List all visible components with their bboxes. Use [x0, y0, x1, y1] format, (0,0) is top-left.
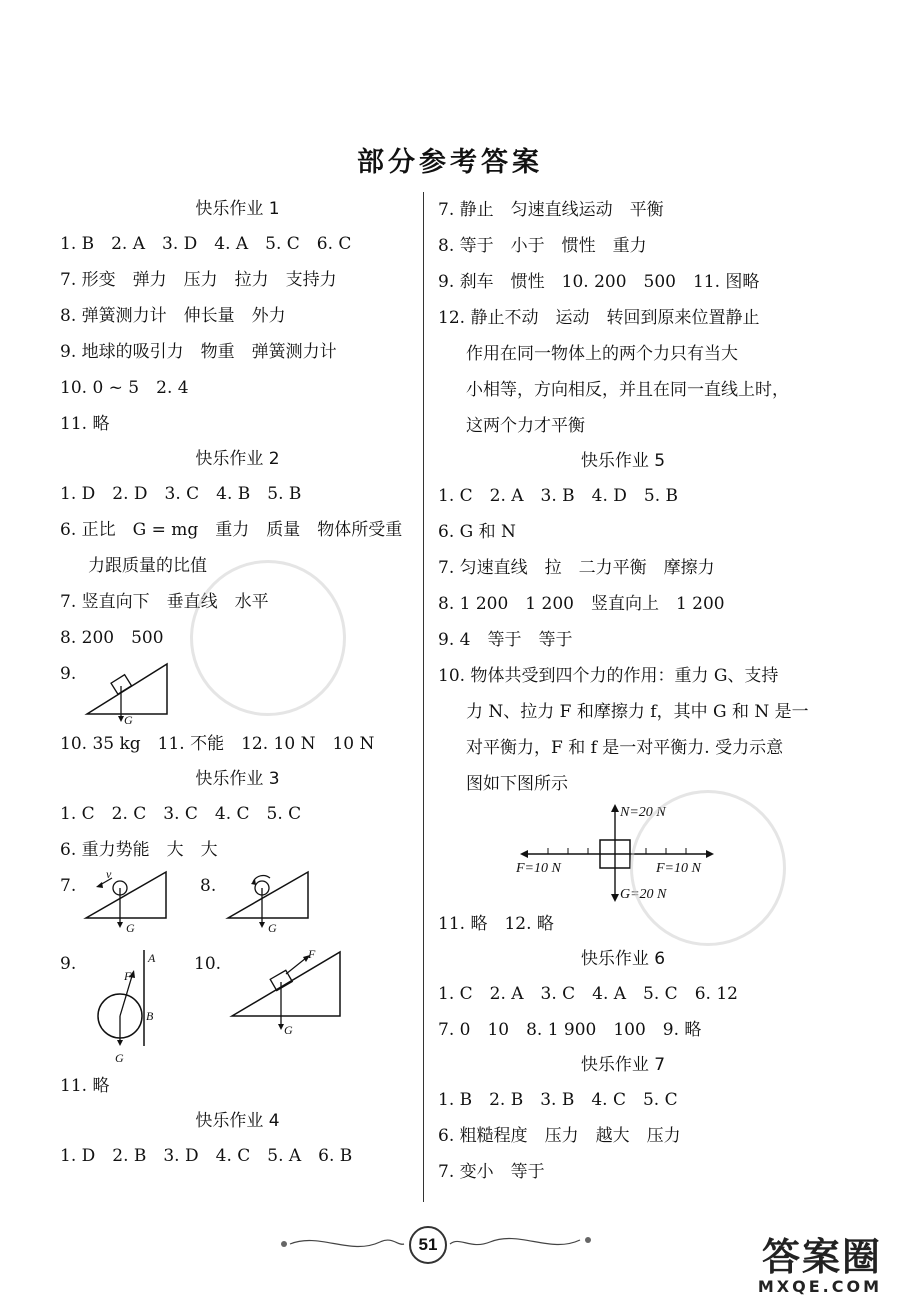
answer-line: 11. 略 12. 略 [438, 914, 554, 934]
faint-stamp [190, 560, 346, 716]
block-incline-pulled-figure [228, 946, 358, 1046]
watermark-url: MXQE.COM [757, 1277, 882, 1296]
column-divider [423, 192, 424, 1202]
answer-line: 10. 物体共受到四个力的作用：重力 G、支持 [438, 666, 779, 686]
answer-line: 1. D 2. D 3. C 4. B 5. B [60, 484, 302, 504]
watermark-logo: 答案圈 [761, 1235, 882, 1279]
answer-line: 这两个力才平衡 [466, 416, 585, 436]
answer-line: 6. 正比 G = mg 重力 质量 物体所受重 [60, 520, 403, 540]
answer-line: 9. 4 等于 等于 [438, 630, 573, 650]
g-label: G [124, 713, 133, 726]
answer-line: 1. C 2. C 3. C 4. C 5. C [60, 804, 302, 824]
answer-line: 8. 200 500 [60, 628, 164, 648]
answer-line: 6. G 和 N [438, 522, 516, 542]
answer-line: 11. 略 [60, 414, 110, 434]
page-number: 51 [409, 1226, 447, 1264]
answer-line: 7. 匀速直线 拉 二力平衡 摩擦力 [438, 558, 715, 578]
g-label: G [115, 1051, 124, 1065]
answer-line: 6. 粗糙程度 压力 越大 压力 [438, 1126, 681, 1146]
g-label: G [284, 1023, 293, 1037]
answer-line: 1. B 2. A 3. D 4. A 5. C 6. C [60, 234, 352, 254]
answer-line: 作用在同一物体上的两个力只有当大 [466, 344, 738, 364]
answer-line: 11. 略 [60, 1076, 110, 1096]
answer-line: 7. 竖直向下 垂直线 水平 [60, 592, 269, 612]
answer-line: 7. 静止 匀速直线运动 平衡 [438, 200, 664, 220]
answer-line: 9. 地球的吸引力 物重 弹簧测力计 [60, 342, 337, 362]
answer-line: 7. [60, 876, 77, 896]
answer-line: 9. [60, 954, 77, 974]
answer-line: 10. 35 kg 11. 不能 12. 10 N 10 N [60, 734, 375, 754]
a-label: A [148, 951, 156, 965]
answer-line: 小相等，方向相反，并且在同一直线上时， [466, 380, 789, 400]
ball-against-wall-figure [82, 946, 182, 1068]
answer-line: 7. 变小 等于 [438, 1162, 545, 1182]
incline-force-figure [82, 656, 212, 726]
answer-line: 1. C 2. A 3. C 4. A 5. C 6. 12 [438, 984, 738, 1004]
answer-line: 8. 等于 小于 惯性 重力 [438, 236, 647, 256]
n-force-label: N=20 N [620, 805, 666, 820]
answer-line: 对平衡力，F 和 f 是一对平衡力. 受力示意 [466, 738, 784, 758]
b-label: B [146, 1009, 154, 1023]
answer-line: 9. 刹车 惯性 10. 200 500 11. 图略 [438, 272, 760, 292]
answer-line: 7. 0 10 8. 1 900 100 9. 略 [438, 1020, 702, 1040]
answer-line: 10. 0 ~ 5 2. 4 [60, 378, 189, 398]
site-watermark [758, 1237, 882, 1296]
faint-stamp [630, 790, 786, 946]
answer-line: 6. 重力势能 大 大 [60, 840, 218, 860]
answer-line: 12. 静止不动 运动 转回到原来位置静止 [438, 308, 760, 328]
f-label: F [308, 947, 316, 961]
section-heading-5: 快乐作业 5 [580, 451, 666, 471]
f-label: F [124, 969, 132, 983]
answer-line: 1. B 2. B 3. B 4. C 5. C [438, 1090, 678, 1110]
f-right-label: F=10 N [656, 861, 701, 876]
answer-line: 力 N、拉力 F 和摩擦力 f，其中 G 和 N 是一 [466, 702, 809, 722]
section-heading-2: 快乐作业 2 [195, 449, 280, 469]
answer-line: 8. 弹簧测力计 伸长量 外力 [60, 306, 286, 326]
answer-line: 9. [60, 664, 77, 684]
rolling-ball-incline-figure [82, 868, 200, 940]
answer-line: 1. D 2. B 3. D 4. C 5. A 6. B [60, 1146, 353, 1166]
answer-line: 8. 1 200 1 200 竖直向上 1 200 [438, 594, 725, 614]
g-label: G [268, 921, 277, 935]
answer-line: 10. [194, 954, 222, 974]
section-heading-3: 快乐作业 3 [195, 769, 280, 789]
section-heading-4: 快乐作业 4 [195, 1111, 280, 1131]
answer-line: 1. C 2. A 3. B 4. D 5. B [438, 486, 679, 506]
section-heading-1: 快乐作业 1 [195, 199, 280, 219]
answer-line: 图如下图所示 [466, 774, 568, 794]
section-heading-6: 快乐作业 6 [580, 949, 666, 969]
f-left-label: F=10 N [516, 861, 561, 876]
v-label: v [106, 868, 112, 881]
g-label: G [126, 921, 135, 935]
rotating-ball-incline-figure [224, 868, 334, 940]
right-column [438, 192, 808, 1190]
section-heading-7: 快乐作业 7 [580, 1055, 666, 1075]
page-title: 部分参考答案 [357, 147, 543, 178]
g-force-label: G=20 N [620, 887, 667, 902]
answer-line: 7. 形变 弹力 压力 拉力 支持力 [60, 270, 337, 290]
answer-line: 力跟质量的比值 [88, 556, 207, 576]
answer-line: 8. [200, 876, 217, 896]
